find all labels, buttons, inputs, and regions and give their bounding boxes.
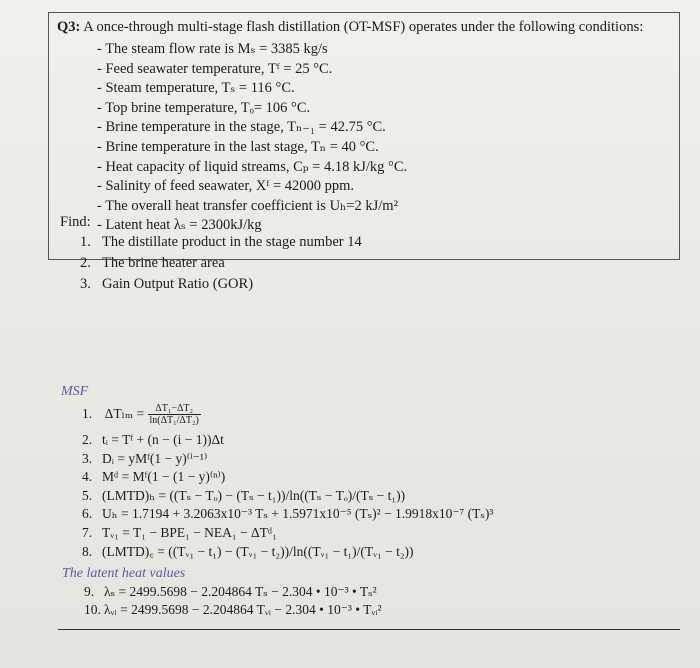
equation-number: 10. (84, 602, 101, 617)
equation-item (82, 524, 493, 543)
condition-item: - Salinity of feed seawater, Xᶠ = 42000 ppm. (97, 178, 355, 195)
equation-item (82, 431, 493, 450)
equation-lhs: ΔTₗₘ = (104, 406, 145, 421)
equation-text: (LMTD)꜀ = ((Tᵥ₁ − t₁) − (Tᵥ₁ − t₂))/ln((Tᵥ₁ − t₁)/(Tᵥ₁ − t₂)) (102, 543, 414, 559)
question-text: A once-through multi-stage flash distillation (OT-MSF) operates under the following conditions: (83, 19, 644, 35)
find-item-text: The brine heater area (102, 255, 225, 271)
equation-number: 2. (82, 432, 93, 447)
equation-number: 8. (82, 543, 93, 559)
equation-number: 1. (82, 406, 93, 421)
equation-number: 4. (82, 469, 93, 485)
latent-heat-heading: The latent heat values (62, 566, 186, 581)
latent-heat-list (84, 583, 382, 619)
condition-item: - The overall heat transfer coefficient is Uₕ=2 kJ/m² (97, 197, 398, 214)
find-label: Find: (60, 214, 91, 230)
find-item-number: 3. (80, 276, 91, 292)
condition-item: - Latent heat λₛ = 2300kJ/kg (97, 217, 262, 234)
fraction-denominator: ln(ΔT₁/ΔT₂) (149, 415, 199, 427)
equation-number: 5. (82, 487, 93, 503)
question-title (57, 19, 643, 36)
equation-number: 3. (82, 450, 93, 466)
equation-item (82, 450, 493, 469)
find-item-number: 2. (80, 255, 91, 271)
fraction-numerator: ΔT₁−ΔT₂ (148, 403, 201, 415)
equation-text: Tᵥ₁ = T₁ − BPE₁ − NEA₁ − ΔTᵈ₁ (102, 524, 277, 540)
condition-item: - Brine temperature in the last stage, Tₙ = 40 °C. (97, 138, 379, 155)
equation-item (82, 543, 493, 562)
equation-text: λₛ = 2499.5698 − 2.204864 Tₛ − 2.304 • 10⁻³ • Tₛ² (104, 584, 377, 599)
equation-text: Mᵈ = Mᶠ(1 − (1 − y)⁽ⁿ⁾) (102, 469, 226, 485)
equation-item (82, 400, 493, 428)
equation-item (82, 468, 493, 487)
equation-text: (LMTD)ₕ = ((Tₛ − Tₒ) − (Tₛ − t₁))/ln((Tₛ − Tₒ)/(Tₛ − t₁)) (102, 487, 406, 503)
condition-item: - Heat capacity of liquid streams, Cₚ = 4.18 kJ/kg °C. (97, 158, 408, 175)
equation-number: 9. (84, 584, 95, 599)
condition-item: - The steam flow rate is Mₛ = 3385 kg/s (97, 41, 328, 57)
equation-item (82, 505, 493, 524)
condition-item: - Steam temperature, Tₛ = 116 °C. (97, 80, 295, 97)
equation-text: Dᵢ = yMᶠ(1 − y)⁽ⁱ⁻¹⁾ (102, 450, 208, 466)
find-list (80, 232, 362, 295)
conditions-list (97, 40, 407, 236)
condition-item: - Top brine temperature, Tₒ= 106 °C. (97, 99, 311, 116)
condition-item: - Feed seawater temperature, Tᶠ = 25 °C. (97, 60, 333, 77)
bottom-divider (58, 629, 680, 630)
equation-number: 7. (82, 524, 93, 540)
equation-text: λᵥᵢ = 2499.5698 − 2.204864 Tᵥᵢ − 2.304 • 10⁻³ • Tᵥᵢ² (104, 602, 382, 617)
question-number: Q3: (57, 19, 81, 35)
find-item-text: Gain Output Ratio (GOR) (102, 276, 254, 292)
condition-item: - Brine temperature in the stage, Tₙ₋₁ = 42.75 °C. (97, 119, 386, 136)
find-item (80, 232, 362, 253)
find-item (80, 253, 362, 274)
equation-text: Uₕ = 1.7194 + 3.2063x10⁻³ Tₛ + 1.5971x10⁻⁵ (Tₛ)² − 1.9918x10⁻⁷ (Tₛ)³ (102, 506, 494, 522)
latent-heat-item (84, 583, 382, 601)
equation-item (82, 487, 493, 506)
equation-text: tᵢ = Tᶠ + (n − (i − 1))Δt (102, 432, 224, 447)
equation-fraction (148, 403, 201, 426)
equation-number: 6. (82, 506, 93, 522)
find-item (80, 274, 362, 295)
find-item-number: 1. (80, 234, 91, 250)
latent-heat-item (84, 601, 382, 619)
equation-list (82, 400, 493, 561)
find-item-text: The distillate product in the stage number 14 (102, 234, 362, 250)
msf-heading: MSF (61, 384, 89, 399)
